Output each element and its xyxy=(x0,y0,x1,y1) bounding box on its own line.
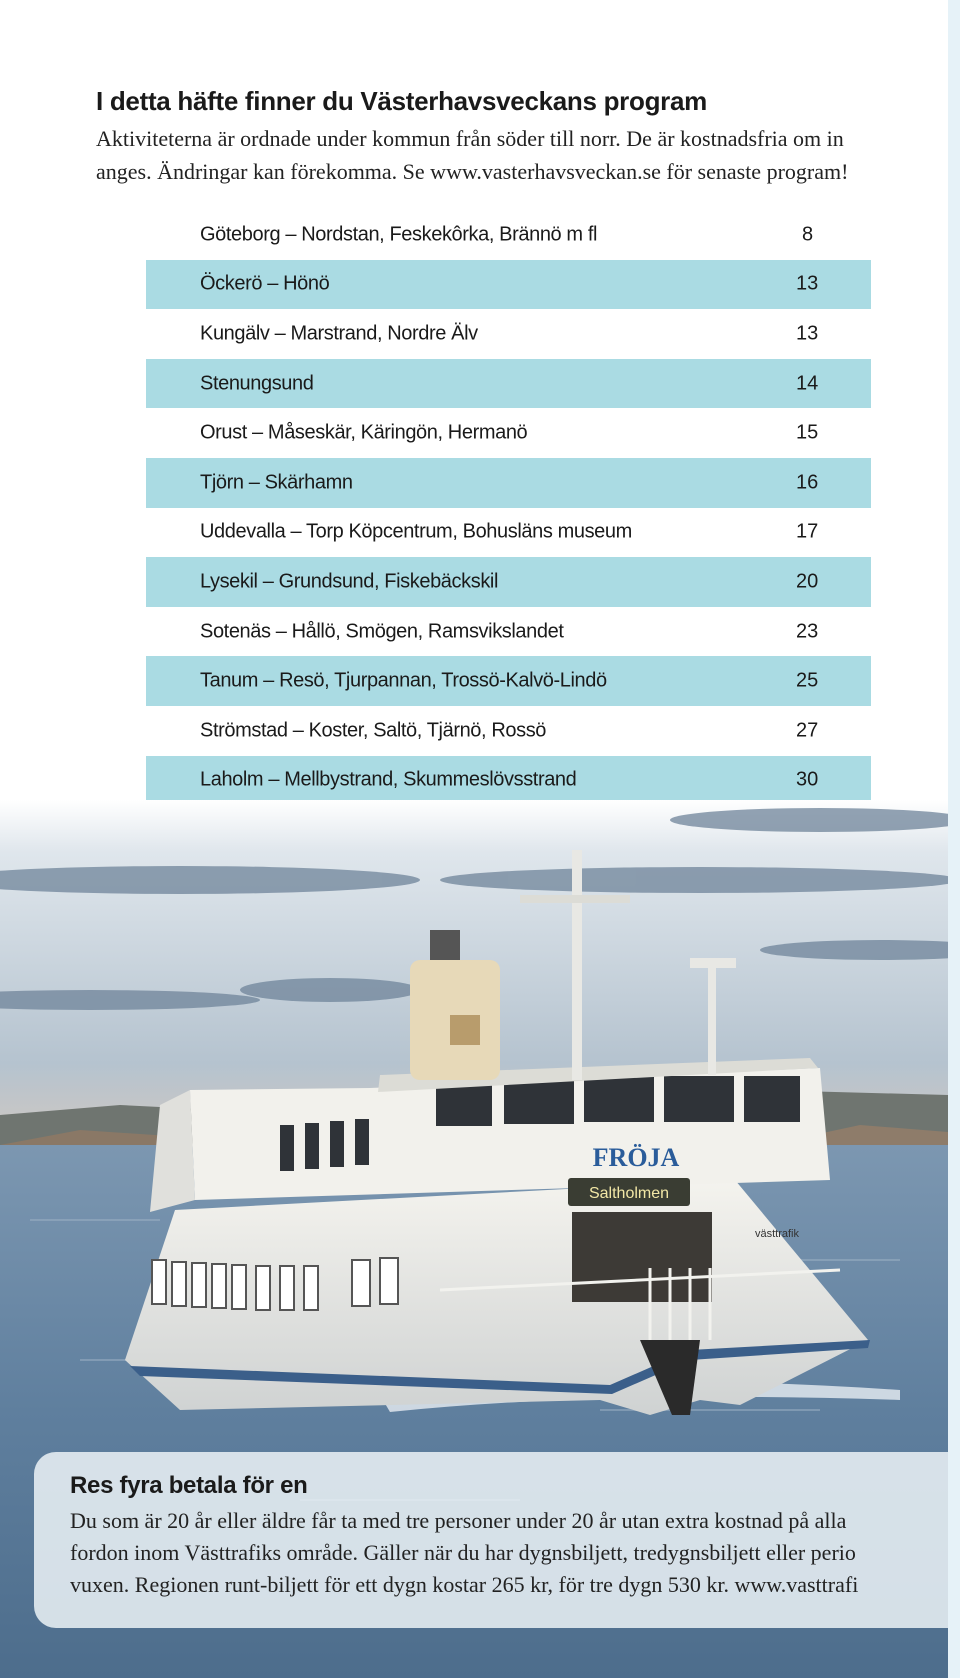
toc-label: Göteborg – Nordstan, Feskekôrka, Brännö m fl xyxy=(200,223,598,246)
info-line: Du som är 20 år eller äldre får ta med tre personer under 20 år utan extra kostnad på alla xyxy=(70,1508,847,1533)
toc-label: Stenungsund xyxy=(200,372,314,395)
toc-page-number: 16 xyxy=(796,471,819,494)
toc-label: Sotenäs – Hållö, Smögen, Ramsvikslandet xyxy=(200,620,564,643)
info-text xyxy=(70,1505,948,1601)
toc-page-number: 23 xyxy=(796,620,819,643)
toc-label: Orust – Måseskär, Käringön, Hermanö xyxy=(200,421,528,444)
toc-label: Lysekil – Grundsund, Fiskebäckskil xyxy=(200,570,499,593)
toc-label: Laholm – Mellbystrand, Skummeslövsstrand xyxy=(200,768,577,791)
toc-row xyxy=(146,210,871,260)
toc-row xyxy=(146,607,871,657)
toc-page-number: 8 xyxy=(802,223,814,246)
toc-row xyxy=(146,557,871,607)
intro-text xyxy=(96,122,960,188)
intro-line: anges. Ändringar kan förekomma. Se www.vasterhavsveckan.se för senaste program! xyxy=(96,159,849,184)
toc-page-number: 20 xyxy=(796,570,819,593)
operator-logo: västtrafik xyxy=(754,1228,800,1240)
toc-row xyxy=(146,408,871,458)
toc-label: Öckerö – Hönö xyxy=(200,272,330,295)
table-of-contents xyxy=(146,210,871,855)
toc-row xyxy=(146,359,871,409)
toc-page-number: 17 xyxy=(796,520,819,543)
toc-row xyxy=(146,656,871,706)
intro-heading: I detta häfte finner du Västerhavsveckans program xyxy=(96,86,707,116)
info-line: vuxen. Regionen runt-biljett för ett dygn kostar 265 kr, för tre dygn 530 kr. www.vasttrafi xyxy=(70,1572,859,1597)
toc-row xyxy=(146,458,871,508)
toc-label: Strömstad – Koster, Saltö, Tjärnö, Rossö xyxy=(200,719,547,742)
info-heading: Res fyra betala för en xyxy=(70,1472,308,1499)
toc-label: Tanum – Resö, Tjurpannan, Trossö-Kalvö-Lindö xyxy=(200,669,607,692)
toc-row xyxy=(146,508,871,558)
toc-page-number: 15 xyxy=(796,421,819,444)
toc-page-number: 13 xyxy=(796,272,819,295)
toc-label: Kungälv – Marstrand, Nordre Älv xyxy=(200,322,478,345)
info-line: fordon inom Västtrafiks område. Gäller när du har dygnsbiljett, tredygnsbiljett eller perio xyxy=(70,1540,856,1565)
toc-page-number: 14 xyxy=(796,372,819,395)
toc-row xyxy=(146,260,871,310)
toc-page-number: 13 xyxy=(796,322,819,345)
toc-label: Tjörn – Skärhamn xyxy=(200,471,353,494)
toc-page-number: 25 xyxy=(796,669,819,692)
toc-page-number: 27 xyxy=(796,719,819,742)
page-edge xyxy=(948,0,960,1678)
boat-name: FRÖJA xyxy=(592,1143,680,1172)
intro-line: Aktiviteterna är ordnade under kommun från söder till norr. De är kostnadsfria om in xyxy=(96,126,844,151)
toc-row xyxy=(146,706,871,756)
toc-row xyxy=(146,756,871,806)
toc-page-number: 30 xyxy=(796,768,819,791)
destination-sign: Saltholmen xyxy=(588,1185,670,1202)
toc-row xyxy=(146,309,871,359)
toc-label: Uddevalla – Torp Köpcentrum, Bohusläns museum xyxy=(200,520,632,543)
